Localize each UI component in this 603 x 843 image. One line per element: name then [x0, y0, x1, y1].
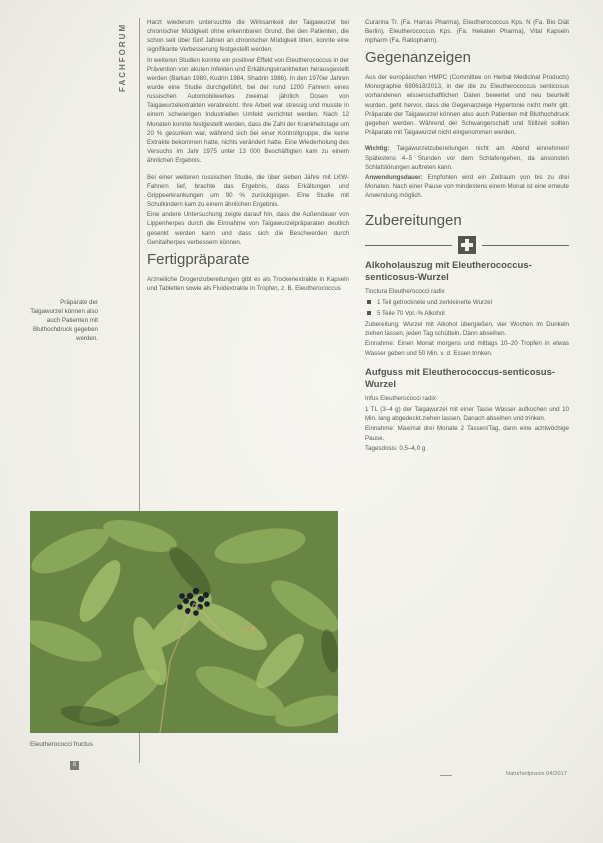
footer-dash — [440, 775, 452, 776]
bullet-icon — [367, 311, 371, 315]
page-number: 8 — [70, 761, 79, 770]
recipe-intake: Einnahme: Maximal drei Monate 2 Tassen/Tag, dann eine achtwöchige Pause. — [365, 425, 569, 442]
recipe-title-tincture: Alkoholauszug mit Eleutherococcus-senticosus-Wurzel — [365, 260, 532, 283]
recipe-subtitle: Tinctura Eleutherococci radix — [365, 288, 445, 295]
list-item: 1 Teil getrocknete und zerkleinerte Wurzel — [365, 298, 569, 307]
recipe-title-infusion: Aufguss mit Eleutherococcus-senticosus-Wurzel — [365, 367, 556, 390]
eleutherococcus-plant-photo — [30, 511, 338, 733]
left-text-column — [147, 18, 349, 294]
paragraph: Harzt wiederum untersuchte die Wirksamkeit der Taigawurzel bei chronischer Müdigkeit ohne erkennbaren Grund. Bei den Patienten, die schon seit über fünf Jahren an chronischer Müdigkeit litten, konnte eine signifikante Verbesserung festgestellt werden. — [147, 19, 349, 54]
section-tag: FACHFORUM — [118, 22, 127, 92]
recipe-body: 1 TL (3–4 g) der Taigawurzel mit einer Tasse Wasser aufkochen und 10 Min. lang abgedeckt ziehen lassen. Danach abseihen und trinken. — [365, 405, 569, 422]
recipe-dose: Tagesdosis: 0,5–4,0 g — [365, 445, 426, 453]
anwendungsdauer-text: Empfohlen wird ein Zeitraum von bis zu drei Monaten. Nach einer Pause von mindestens einem Monat ist eine erneute Anwendung möglich. — [365, 174, 569, 200]
wichtig-label: Wichtig: — [365, 145, 390, 153]
photo-caption: Eleutherococci fructus — [30, 741, 93, 748]
anwendungsdauer-note — [365, 173, 569, 200]
bullet-icon — [367, 300, 371, 304]
right-text-column — [365, 18, 569, 455]
recipe-preparation: Zubereitung: Wurzel mit Alkohol übergießen, vier Wochen im Dunkeln ziehen lassen, jeden Tag schütteln. Dann abseihen. — [365, 320, 569, 337]
paragraph: Curarina Tr. (Fa. Harras Pharma), Eleutherococcus Kps. N (Fa. Bio Diät Berlin), Eleutherococcus Kps. (Fa. Hekaten Pharma), Vital Kapseln mpharm (Fa. Ratiopharm). — [365, 19, 569, 45]
paragraph: Bei einer weiteren russischen Studie, die über sieben Jahre mit LKW-Fahrern lief, brachte das Ergebnis, dass Erkältungen und Grippeerkrankungen um 90 % zurückgingen. Eine Studie mit Schulkindern kam zu einem ähnlichen Ergebnis. — [147, 173, 349, 208]
paragraph: Aus der europäischen HMPC (Committee on Herbal Medicinal Products) Monographie 680618/2013, in der die zu Eleutherococcus senticosus vorhandenen wissenschaftlichen Daten bewertet und neu beurteilt wurden, geht hervor, dass die Gegenanzeige Hypertonie nicht mehr gilt. Präparate der Taigawurzel können also auch Patienten mit Bluthochdruck gegeben werden. Während der Schwangerschaft und Stillzeit sollten Präparate mit Taigawurzel nicht eingenommen werden. — [365, 74, 569, 136]
paragraph: In weiteren Studien konnte ein positiver Effekt von Eleutherococcus in der Prävention von akuten Infekten und Erkältungskrankheiten herausgestellt werden (Barkan 1980, Kudrin 1984, Shadrin 1986). In den 1970er Jahren wurde eine Studie durchgeführt, bei der rund 1200 Fahrern eines russischen Automobilwerkes zweimal jährlich Dosen von Taigawurzelextrakten verabreicht. Ihre Arbeit war stressig und musste in einem schwierigen Industriellen Umfeld verrichtet werden. Nach 12 Monaten konnte festgestellt werden, dass die Zahl der Krankheitstage um 20 % gesunken war, während sich bei einer Kontrollgruppe, die keine Extrakte bekommen hatte, nichts verändert hatte. Eine Wiederholung des Versuchs im Jahr 1975 unter 13 000 Beschäftigten kam zu einem ähnlichen Ergebnis. — [147, 56, 349, 164]
recipe-subtitle: Infus Eleutherococci radix — [365, 395, 436, 403]
heading-fertigpraeparate: Fertigpräparate — [147, 250, 250, 268]
list-item: 5 Teile 70 Vol.-% Alkohol — [365, 309, 569, 318]
wichtig-text: Taigawurzelzubereitungen nicht am Abend einnehmen! Spätestens 4–5 Stunden vor dem Schlafengehen, da ansonsten Schlafstörungen auftreten kann. — [365, 145, 569, 171]
wichtig-note — [365, 144, 569, 171]
footer-issue: Naturheilpraxis 04/2017 — [505, 771, 567, 777]
heading-zubereitungen: Zubereitungen — [365, 212, 462, 229]
heading-gegenanzeigen: Gegenanzeigen — [365, 49, 471, 67]
paragraph: Eine andere Untersuchung zeigte darauf hin, dass die Außendauer von Lippenherpes durch die Einnahme von Taigawurzelpräparaten deutlich gesenkt werden kann und dass sich die Beschwerden durch Genitalherpes verbessern können. — [147, 211, 349, 246]
recipe-intake: Einnahme: Einen Monat morgens und mittags 10–20 Tropfen in etwas Wasser geben und 50 Min. v. d. Essen trinken. — [365, 340, 569, 357]
paragraph: Arzneiliche Drogenzubereitungen gibt es als Trockenextrakte in Kapseln und Tabletten sowie als Fluidextrakte in Tropfen, z. B. Eleutherococcus — [147, 275, 349, 292]
anwendungsdauer-label: Anwendungsdauer: — [365, 174, 423, 182]
pharmacy-cross-icon — [458, 236, 476, 254]
margin-note: Präparate der Taigawurzel können also auch Patienten mit Bluthochdruck gegeben werden. — [30, 299, 98, 343]
cross-divider — [365, 236, 569, 254]
